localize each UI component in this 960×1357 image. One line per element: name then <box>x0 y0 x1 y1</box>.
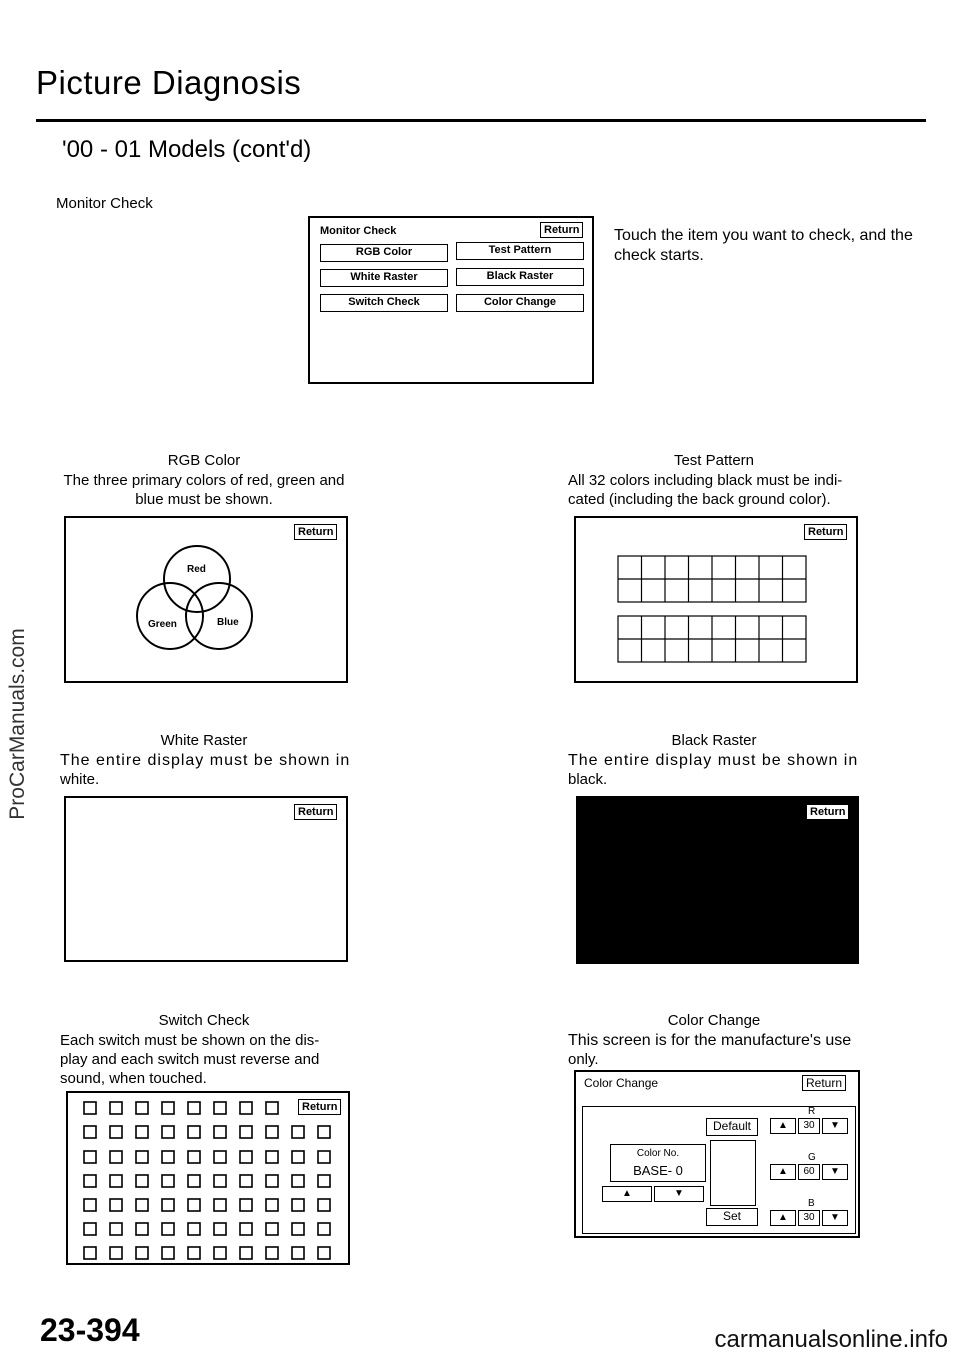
color-preview-box <box>710 1140 756 1206</box>
test-pattern-button[interactable]: Test Pattern <box>456 242 584 260</box>
test-pattern-line2: cated (including the back ground color). <box>568 491 831 508</box>
switch-grid <box>68 1093 348 1263</box>
return-button[interactable]: Return <box>802 1075 846 1091</box>
test-pattern-line1: All 32 colors including black must be indi- <box>568 472 843 489</box>
rgb-color-heading: RGB Color <box>167 452 241 469</box>
green-circle <box>137 583 203 649</box>
color-no-box <box>610 1144 706 1182</box>
r-down-button[interactable]: ▼ <box>822 1118 848 1134</box>
r-up-button[interactable]: ▲ <box>770 1118 796 1134</box>
test-pattern-screen <box>574 516 858 683</box>
g-down-button[interactable]: ▼ <box>822 1164 848 1180</box>
color-no-label: Color No. <box>636 1148 680 1159</box>
return-button[interactable]: Return <box>540 222 583 238</box>
r-label: R <box>808 1106 816 1117</box>
color-change-line1: This screen is for the manufacture's use <box>568 1032 852 1049</box>
side-watermark: ProCarManuals.com <box>6 628 29 820</box>
b-value: 30 <box>798 1210 820 1226</box>
color-no-down-button[interactable]: ▼ <box>654 1186 704 1202</box>
color-no-up-button[interactable]: ▲ <box>602 1186 652 1202</box>
black-raster-screen <box>576 796 859 964</box>
return-button[interactable]: Return <box>294 804 337 820</box>
g-label: G <box>808 1152 816 1163</box>
title-rule <box>36 119 926 122</box>
r-value: 30 <box>798 1118 820 1134</box>
rgb-color-line1: The three primary colors of red, green and <box>63 472 345 489</box>
return-button[interactable]: Return <box>298 1099 341 1115</box>
black-raster-heading: Black Raster <box>671 732 757 749</box>
blue-circle <box>186 583 252 649</box>
white-raster-line2: white. <box>60 771 100 788</box>
black-raster-button[interactable]: Black Raster <box>456 268 584 286</box>
color-change-screen-title: Color Change <box>584 1076 659 1090</box>
switch-check-line3: sound, when touched. <box>60 1070 207 1087</box>
monitor-check-description: Touch the item you want to check, and the check starts. <box>614 227 913 264</box>
monitor-check-screen <box>308 216 594 384</box>
red-circle <box>164 546 230 612</box>
default-button[interactable]: Default <box>706 1118 758 1136</box>
return-button[interactable]: Return <box>806 804 849 820</box>
switch-check-heading: Switch Check <box>158 1012 250 1029</box>
rgb-color-button[interactable]: RGB Color <box>320 244 448 262</box>
b-down-button[interactable]: ▼ <box>822 1210 848 1226</box>
monitor-check-label: Monitor Check <box>56 195 153 212</box>
white-raster-heading: White Raster <box>160 732 248 749</box>
monitor-check-screen-title: Monitor Check <box>320 225 397 237</box>
black-raster-line2: black. <box>568 771 608 788</box>
g-up-button[interactable]: ▲ <box>770 1164 796 1180</box>
set-button[interactable]: Set <box>706 1208 758 1226</box>
rgb-color-line2: blue must be shown. <box>135 491 273 508</box>
color-grid <box>576 518 856 681</box>
blue-label: Blue <box>217 617 239 628</box>
red-label: Red <box>187 564 206 575</box>
test-pattern-heading: Test Pattern <box>673 452 755 469</box>
page-number: 23-394 <box>40 1312 140 1348</box>
section-subtitle: '00 - 01 Models (cont'd) <box>62 136 312 163</box>
color-change-button[interactable]: Color Change <box>456 294 584 312</box>
white-raster-screen <box>64 796 348 962</box>
page-title: Picture Diagnosis <box>36 64 302 101</box>
color-change-heading: Color Change <box>667 1012 761 1029</box>
b-label: B <box>808 1198 815 1209</box>
switch-check-screen <box>66 1091 350 1265</box>
switch-check-line2: play and each switch must reverse and <box>60 1051 320 1068</box>
rgb-circles-diagram <box>66 518 346 681</box>
return-button[interactable]: Return <box>294 524 337 540</box>
green-label: Green <box>148 619 177 630</box>
color-no-value: BASE- 0 <box>633 1163 683 1178</box>
black-raster-line1: The entire display must be shown in <box>568 752 859 769</box>
color-change-screen <box>574 1070 860 1238</box>
b-up-button[interactable]: ▲ <box>770 1210 796 1226</box>
footer-url: carmanualsonline.info <box>714 1326 948 1353</box>
white-raster-line1: The entire display must be shown in <box>60 752 351 769</box>
rgb-color-screen <box>64 516 348 683</box>
white-raster-button[interactable]: White Raster <box>320 269 448 287</box>
return-button[interactable]: Return <box>804 524 847 540</box>
color-change-line2: only. <box>568 1051 599 1068</box>
switch-check-button[interactable]: Switch Check <box>320 294 448 312</box>
switch-check-line1: Each switch must be shown on the dis- <box>60 1032 320 1049</box>
g-value: 60 <box>798 1164 820 1180</box>
